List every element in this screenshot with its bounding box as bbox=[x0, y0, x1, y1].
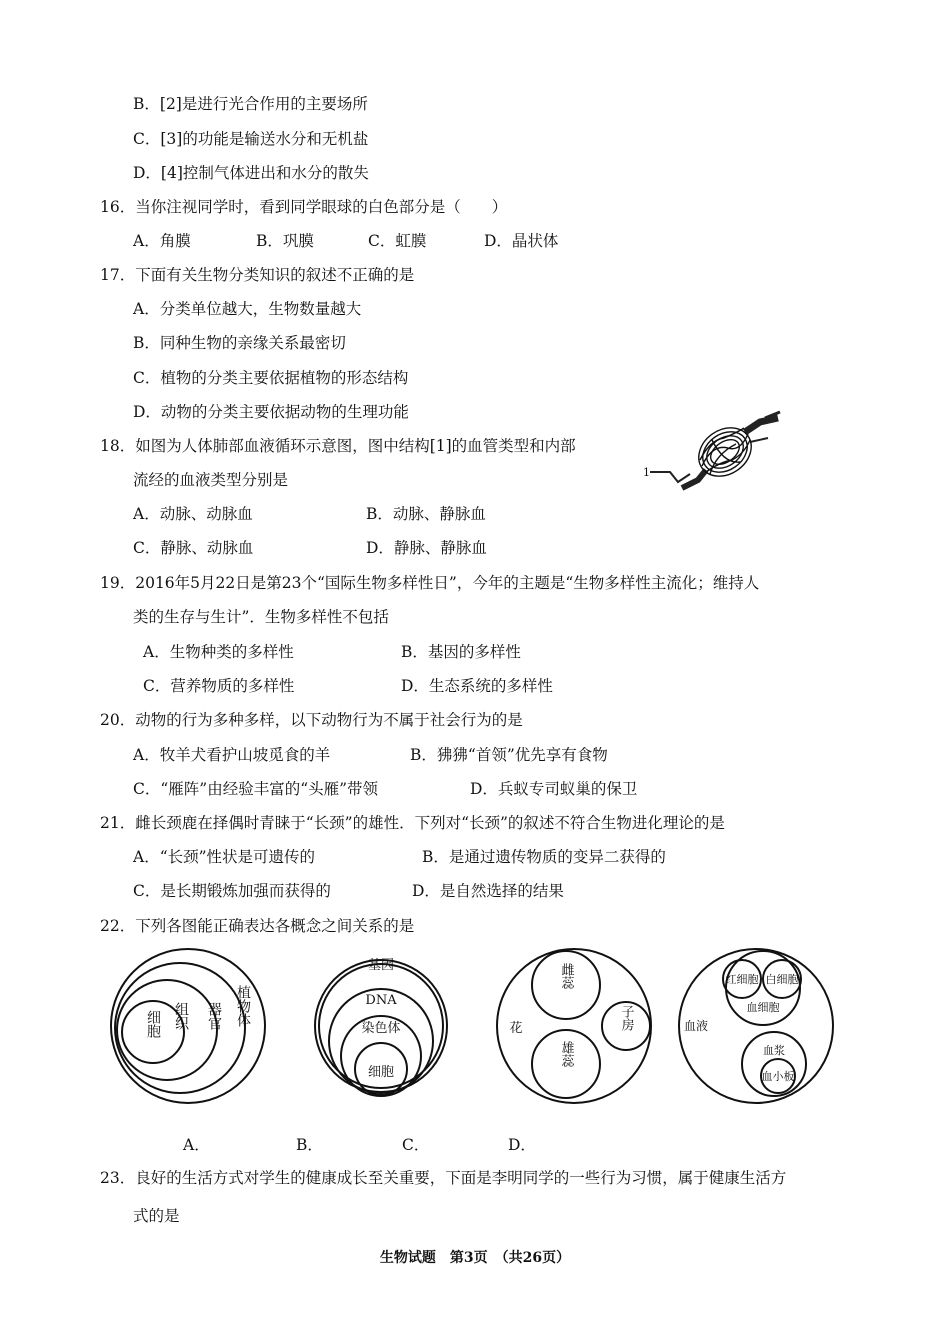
q15-option-b: B．[2]是进行光合作用的主要场所 bbox=[133, 95, 368, 113]
q20-option-d: D．兵蚁专司蚁巢的保卫 bbox=[470, 780, 638, 798]
q18-stem-line1: 18．如图为人体肺部血液循环示意图，图中结构[1]的血管类型和内部 bbox=[100, 437, 576, 455]
q16-option-c: C．虹膜 bbox=[368, 232, 427, 250]
q17-option-d: D．动物的分类主要依据动物的生理功能 bbox=[133, 403, 409, 421]
diagram-d-platelet: 血小板 bbox=[761, 1070, 795, 1083]
diagram-label-b: B． bbox=[296, 1136, 323, 1154]
q21-stem: 21．雌长颈鹿在择偶时青睐于“长颈”的雄性．下列对“长颈”的叙述不符合生物进化理论的是 bbox=[100, 814, 725, 832]
q16-option-d: D．晶状体 bbox=[484, 232, 559, 250]
diagram-d-plasma: 血浆 bbox=[763, 1044, 785, 1057]
vessel-label-1: 1 bbox=[643, 466, 650, 479]
q17-option-a: A．分类单位越大，生物数量越大 bbox=[133, 300, 362, 318]
q19-option-d: D．生态系统的多样性 bbox=[401, 677, 553, 695]
q16-stem: 16．当你注视同学时，看到同学眼球的白色部分是（ ） bbox=[100, 198, 508, 216]
diagram-a-plant: 植物体 bbox=[235, 985, 251, 1027]
q23-stem-line1: 23．良好的生活方式对学生的健康成长至关重要，下面是李明同学的一些行为习惯，属于健康生活方 bbox=[100, 1169, 787, 1187]
diagram-label-d: D． bbox=[508, 1136, 536, 1154]
diagram-c-ovary: 子房 bbox=[618, 1005, 634, 1031]
q15-option-c: C．[3]的功能是输送水分和无机盐 bbox=[133, 130, 369, 148]
q17-option-c: C．植物的分类主要依据植物的形态结构 bbox=[133, 369, 409, 387]
q21-option-d: D．是自然选择的结果 bbox=[412, 882, 564, 900]
diagram-a-tissue: 组织 bbox=[173, 1002, 189, 1030]
q23-stem-line2: 式的是 bbox=[133, 1207, 180, 1225]
page-footer: 生物试题 第3页 （共26页） bbox=[379, 1250, 571, 1266]
q20-option-a: A．牧羊犬看护山坡觅食的羊 bbox=[133, 746, 331, 764]
diagram-b-gene: 基因 bbox=[367, 958, 395, 973]
diagram-c-pistil: 雌蕊 bbox=[558, 963, 574, 989]
diagram-b-chromosome: 染色体 bbox=[361, 1021, 401, 1036]
diagram-c-stamen: 雄蕊 bbox=[558, 1041, 574, 1067]
diagram-label-a: A． bbox=[183, 1136, 210, 1154]
diagram-b-dna: DNA bbox=[365, 993, 397, 1008]
lung-circulation-figure bbox=[640, 404, 785, 504]
q18-option-d: D．静脉、静脉血 bbox=[366, 539, 487, 557]
q19-option-b: B．基因的多样性 bbox=[401, 643, 521, 661]
q17-stem: 17．下面有关生物分类知识的叙述不正确的是 bbox=[100, 266, 415, 284]
diagram-d-blood: 血液 bbox=[683, 1019, 709, 1033]
q18-option-a: A．动脉、动脉血 bbox=[133, 505, 253, 523]
diagram-c-flower: 花 bbox=[509, 1021, 523, 1036]
q16-option-b: B．巩膜 bbox=[256, 232, 314, 250]
diagram-c bbox=[494, 946, 662, 1108]
diagram-d-wbc: 白细胞 bbox=[765, 973, 799, 986]
diagram-d-blood-cell: 血细胞 bbox=[746, 1001, 780, 1014]
q16-option-a: A．角膜 bbox=[133, 232, 191, 250]
q17-option-b: B．同种生物的亲缘关系最密切 bbox=[133, 334, 346, 352]
diagram-d-rbc: 红细胞 bbox=[725, 973, 759, 986]
diagram-b-cell: 细胞 bbox=[367, 1065, 395, 1080]
q20-option-b: B．狒狒“首领”优先享有食物 bbox=[410, 746, 608, 764]
vessel-1-left bbox=[650, 472, 690, 482]
diagram-a-cell-1: 细胞 bbox=[145, 1010, 161, 1038]
q20-stem: 20．动物的行为多种多样，以下动物行为不属于社会行为的是 bbox=[100, 711, 523, 729]
q19-stem-line2: 类的生存与生计”．生物多样性不包括 bbox=[133, 608, 389, 626]
q20-option-c: C．“雁阵”由经验丰富的“头雁”带领 bbox=[133, 780, 379, 798]
q19-option-a: A．生物种类的多样性 bbox=[143, 643, 294, 661]
diagram-b bbox=[311, 946, 451, 1108]
diagram-a bbox=[103, 946, 273, 1108]
diagram-a-organ: 器官 bbox=[206, 1002, 222, 1030]
q22-stem: 22．下列各图能正确表达各概念之间关系的是 bbox=[100, 917, 415, 935]
q21-option-a: A．“长颈”性状是可遗传的 bbox=[133, 848, 316, 866]
diagram-d bbox=[676, 946, 836, 1108]
q21-option-b: B．是通过遗传物质的变异二获得的 bbox=[422, 848, 666, 866]
q15-option-d: D．[4]控制气体进出和水分的散失 bbox=[133, 164, 369, 182]
q18-stem-line2: 流经的血液类型分别是 bbox=[133, 471, 289, 489]
q18-option-b: B．动脉、静脉血 bbox=[366, 505, 486, 523]
q21-option-c: C．是长期锻炼加强而获得的 bbox=[133, 882, 331, 900]
q19-stem-line1: 19．2016年5月22日是第23个“国际生物多样性日”，今年的主题是“生物多样性主流化；维持人 bbox=[100, 574, 760, 592]
q19-option-c: C．营养物质的多样性 bbox=[143, 677, 295, 695]
q18-option-c: C．静脉、动脉血 bbox=[133, 539, 254, 557]
diagram-label-c: C． bbox=[402, 1136, 430, 1154]
